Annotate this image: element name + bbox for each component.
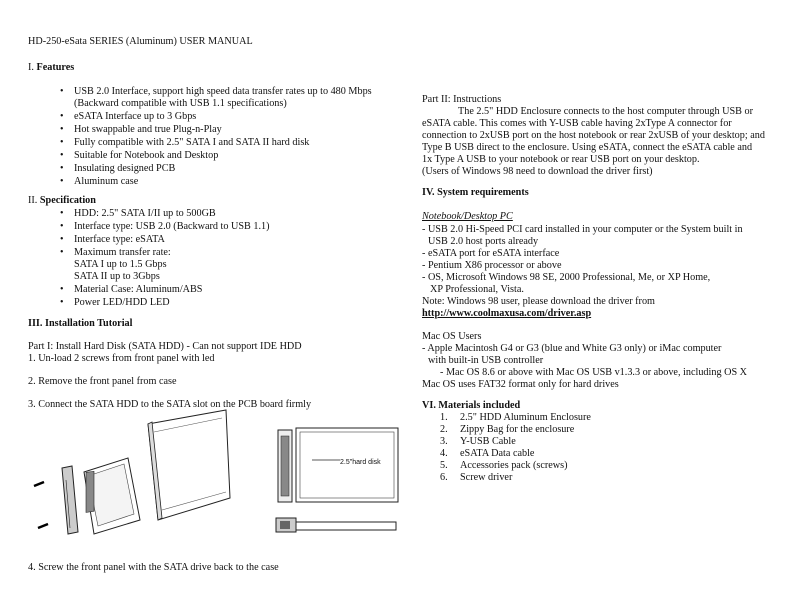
part2-line: eSATA cable. This comes with Y-USB cable having 2xType A connector for bbox=[422, 118, 732, 129]
part2-line: The 2.5" HDD Enclosure connects to the host computer through USB or bbox=[458, 106, 754, 117]
enclosure-illustration bbox=[32, 410, 252, 540]
materials-heading: VI. Materials included bbox=[422, 400, 521, 411]
pc-requirement: - OS, Microsoft Windows 98 SE, 2000 Professional, Me, or XP Home, bbox=[422, 272, 711, 283]
part1-heading: Part I: Install Hard Disk (SATA HDD) - Can not support IDE HDD bbox=[28, 341, 302, 352]
pc-requirement: USB 2.0 host ports already bbox=[428, 236, 539, 247]
part2-heading: Part II: Instructions bbox=[422, 94, 502, 105]
mac-requirement: - Apple Macintosh G4 or G3 (blue and White G3 only) or iMac computer bbox=[422, 343, 722, 354]
feature-item: • USB 2.0 Interface, support high speed data transfer rates up to 480 Mbps bbox=[74, 86, 372, 99]
pc-requirement: XP Professional, Vista. bbox=[430, 284, 524, 295]
driver-download-link[interactable]: http://www.coolmaxusa.com/driver.asp bbox=[422, 308, 592, 319]
mac-heading: Mac OS Users bbox=[422, 331, 482, 342]
spec-subitem: SATA I up to 1.5 Gbps bbox=[74, 259, 167, 270]
screw-marker bbox=[38, 524, 48, 528]
feature-item: • Aluminum case bbox=[74, 176, 138, 189]
material-item: 2. Zippy Bag for the enclosure bbox=[440, 424, 575, 435]
step-2: 2. Remove the front panel from case bbox=[28, 376, 177, 387]
step-1: 1. Un-load 2 screws from front panel with led bbox=[28, 353, 215, 364]
mac-requirement: with built-in USB controller bbox=[428, 355, 544, 366]
feature-item-note: (Backward compatible with USB 1.1 specifications) bbox=[74, 98, 287, 109]
material-item: 3. Y-USB Cable bbox=[440, 436, 516, 447]
step-4: 4. Screw the front panel with the SATA drive back to the case bbox=[28, 562, 279, 573]
part2-line: (Users of Windows 98 need to download the driver first) bbox=[422, 166, 653, 177]
specification-heading: II. Specification bbox=[28, 195, 96, 206]
material-item: 5. Accessories pack (screws) bbox=[440, 460, 568, 471]
feature-item: • eSATA Interface up to 3 Gbps bbox=[74, 111, 196, 124]
hdd-illustration bbox=[272, 426, 402, 546]
pc-requirement: - USB 2.0 Hi-Speed PCI card installed in your computer or the System built in bbox=[422, 224, 743, 235]
installation-heading: III. Installation Tutorial bbox=[28, 318, 133, 329]
manual-title: HD-250-eSata SERIES (Aluminum) USER MANUAL bbox=[28, 36, 253, 47]
spec-item: • Material Case: Aluminum/ABS bbox=[74, 284, 202, 297]
driver-note: Note: Windows 98 user, please download the driver from bbox=[422, 296, 655, 307]
feature-item: • Suitable for Notebook and Desktop bbox=[74, 150, 218, 163]
feature-item: • Fully compatible with 2.5" SATA I and SATA II hard disk bbox=[74, 137, 309, 150]
screw-marker bbox=[34, 482, 44, 486]
spec-item: • Power LED/HDD LED bbox=[74, 297, 170, 310]
spec-item: • Maximum transfer rate: bbox=[74, 247, 171, 260]
feature-item: • Hot swappable and true Plug-n-Play bbox=[74, 124, 222, 137]
pc-requirement: - Pentium X86 processor or above bbox=[422, 260, 562, 271]
part2-line: Type B USB direct to the enclosure. Using eSATA, connect the eSATA cable and bbox=[422, 142, 753, 153]
step-3: 3. Connect the SATA HDD to the SATA slot on the PCB board firmly bbox=[28, 399, 312, 410]
part2-line: 1x Type A USB to your notebook or rear USB port on your desktop. bbox=[422, 154, 700, 165]
feature-item: • Insulating designed PCB bbox=[74, 163, 175, 176]
spec-subitem: SATA II up to 3Gbps bbox=[74, 271, 160, 282]
spec-item: • Interface type: USB 2.0 (Backward to USB 1.1) bbox=[74, 221, 270, 234]
pc-requirement: - eSATA port for eSATA interface bbox=[422, 248, 560, 259]
pc-heading: Notebook/Desktop PC bbox=[422, 211, 513, 222]
material-item: 4. eSATA Data cable bbox=[440, 448, 535, 459]
spec-item: • HDD: 2.5" SATA I/II up to 500GB bbox=[74, 208, 216, 221]
mac-requirement: - Mac OS 8.6 or above with Mac OS USB v1.3.3 or above, including OS X bbox=[440, 367, 748, 378]
material-item: 6. Screw driver bbox=[440, 472, 513, 483]
part2-line: connection to 2xUSB port on the host notebook or rear 2xUSB of your desktop; and bbox=[422, 130, 765, 141]
spec-item: • Interface type: eSATA bbox=[74, 234, 165, 247]
material-item: 1. 2.5" HDD Aluminum Enclosure bbox=[440, 412, 591, 423]
mac-requirement: Mac OS uses FAT32 format only for hard drives bbox=[422, 379, 619, 390]
hdd-label: 2.5"hard disk bbox=[340, 459, 381, 466]
features-heading: I. Features bbox=[28, 62, 75, 73]
system-heading: IV. System requirements bbox=[422, 187, 529, 198]
